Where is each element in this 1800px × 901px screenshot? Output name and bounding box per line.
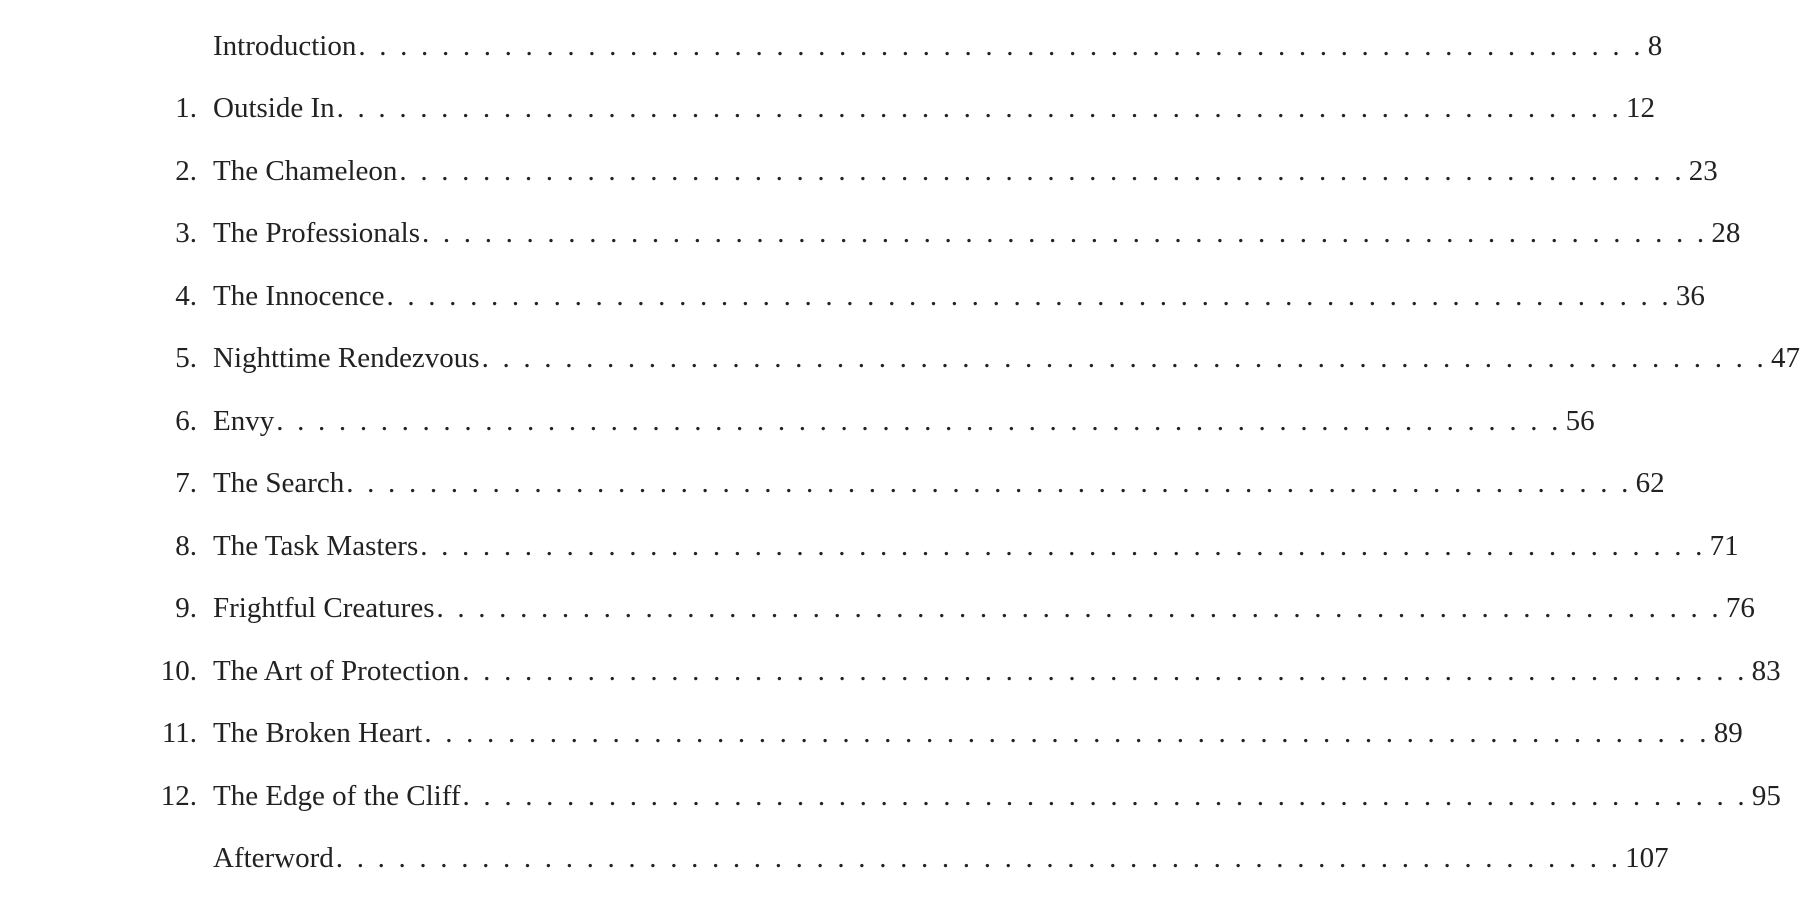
toc-entry-afterword [150, 836, 1669, 880]
dot-leader: . . . . . . . . . . . . . . . . . . . . . . . . . . . . . . . . . . . . . . . . . . . . . . . . . . . . . . . . . . . . . . [358, 30, 1644, 62]
entry-number: 9. [175, 592, 197, 624]
dot-leader: . . . . . . . . . . . . . . . . . . . . . . . . . . . . . . . . . . . . . . . . . . . . . . . . . . . . . . . . . . . . . . [276, 405, 1562, 437]
dot-leader: . . . . . . . . . . . . . . . . . . . . . . . . . . . . . . . . . . . . . . . . . . . . . . . . . . . . . . . . . . . . . . [422, 217, 1708, 249]
dot-leader: . . . . . . . . . . . . . . . . . . . . . . . . . . . . . . . . . . . . . . . . . . . . . . . . . . . . . . . . . . . . . . [386, 280, 1672, 312]
entry-page-number: 12 [1625, 92, 1655, 124]
toc-entry-2 [150, 149, 1718, 193]
entry-number: 11. [161, 717, 197, 749]
toc-entry-7 [150, 461, 1665, 505]
entry-page-number: 36 [1675, 280, 1705, 312]
entry-number: 10. [160, 655, 197, 687]
entry-title: Outside In [213, 92, 335, 124]
entry-title: The Art of Protection [213, 655, 461, 687]
entry-number: 2. [175, 155, 197, 187]
toc-entry-6 [150, 399, 1595, 443]
entry-page-number: 56 [1565, 405, 1595, 437]
dot-leader: . . . . . . . . . . . . . . . . . . . . . . . . . . . . . . . . . . . . . . . . . . . . . . . . . . . . . . . . . . . . . . [336, 92, 1622, 124]
entry-number: 6. [175, 405, 197, 437]
toc-entry-9 [150, 586, 1755, 630]
entry-page-number: 47 [1770, 342, 1800, 374]
entry-number: 5. [175, 342, 197, 374]
toc-entry-11 [150, 711, 1743, 755]
toc-entry-4 [150, 274, 1705, 318]
entry-page-number: 62 [1635, 467, 1665, 499]
entry-number: 4. [175, 280, 197, 312]
entry-title: Introduction [213, 30, 357, 62]
entry-page-number: 95 [1751, 780, 1781, 812]
entry-page-number: 89 [1713, 717, 1743, 749]
dot-leader: . . . . . . . . . . . . . . . . . . . . . . . . . . . . . . . . . . . . . . . . . . . . . . . . . . . . . . . . . . . . . . [481, 342, 1767, 374]
entry-number: 12. [160, 780, 197, 812]
dot-leader: . . . . . . . . . . . . . . . . . . . . . . . . . . . . . . . . . . . . . . . . . . . . . . . . . . . . . . . . . . . . . . [424, 717, 1710, 749]
toc-entry-introduction [150, 24, 1663, 68]
dot-leader: . . . . . . . . . . . . . . . . . . . . . . . . . . . . . . . . . . . . . . . . . . . . . . . . . . . . . . . . . . . . . . [346, 467, 1632, 499]
entry-number: 1. [175, 92, 197, 124]
toc-entry-5 [150, 336, 1800, 380]
dot-leader: . . . . . . . . . . . . . . . . . . . . . . . . . . . . . . . . . . . . . . . . . . . . . . . . . . . . . . . . . . . . . . [462, 655, 1748, 687]
dot-leader: . . . . . . . . . . . . . . . . . . . . . . . . . . . . . . . . . . . . . . . . . . . . . . . . . . . . . . . . . . . . . . [335, 842, 1622, 874]
dot-leader: . . . . . . . . . . . . . . . . . . . . . . . . . . . . . . . . . . . . . . . . . . . . . . . . . . . . . . . . . . . . . . [462, 780, 1748, 812]
entry-title: Afterword [213, 842, 334, 874]
entry-page-number: 83 [1751, 655, 1781, 687]
entry-title: The Innocence [213, 280, 385, 312]
entry-title: Frightful Creatures [213, 592, 435, 624]
dot-leader: . . . . . . . . . . . . . . . . . . . . . . . . . . . . . . . . . . . . . . . . . . . . . . . . . . . . . . . . . . . . . . [399, 155, 1685, 187]
entry-number: 7. [175, 467, 197, 499]
entry-page-number: 107 [1625, 842, 1669, 874]
entry-title: The Search [213, 467, 345, 499]
entry-number: 3. [175, 217, 197, 249]
entry-title: Envy [213, 405, 275, 437]
entry-page-number: 76 [1725, 592, 1755, 624]
entry-page-number: 71 [1709, 530, 1739, 562]
toc-entry-3 [150, 211, 1741, 255]
entry-title: The Broken Heart [213, 717, 423, 749]
toc-entry-1 [150, 86, 1655, 130]
entry-page-number: 28 [1711, 217, 1741, 249]
entry-title: The Edge of the Cliff [213, 780, 461, 812]
dot-leader: . . . . . . . . . . . . . . . . . . . . . . . . . . . . . . . . . . . . . . . . . . . . . . . . . . . . . . . . . . . . . . [420, 530, 1706, 562]
entry-title: The Professionals [213, 217, 420, 249]
entry-title: The Task Masters [213, 530, 419, 562]
entry-page-number: 8 [1647, 30, 1663, 62]
entry-number: 8. [175, 530, 197, 562]
dot-leader: . . . . . . . . . . . . . . . . . . . . . . . . . . . . . . . . . . . . . . . . . . . . . . . . . . . . . . . . . . . . . . [436, 592, 1722, 624]
entry-title: Nighttime Rendezvous [213, 342, 480, 374]
entry-page-number: 23 [1688, 155, 1718, 187]
toc-entry-12 [150, 774, 1781, 818]
toc-entry-10 [150, 649, 1781, 693]
toc-entry-8 [150, 524, 1739, 568]
entry-title: The Chameleon [213, 155, 398, 187]
